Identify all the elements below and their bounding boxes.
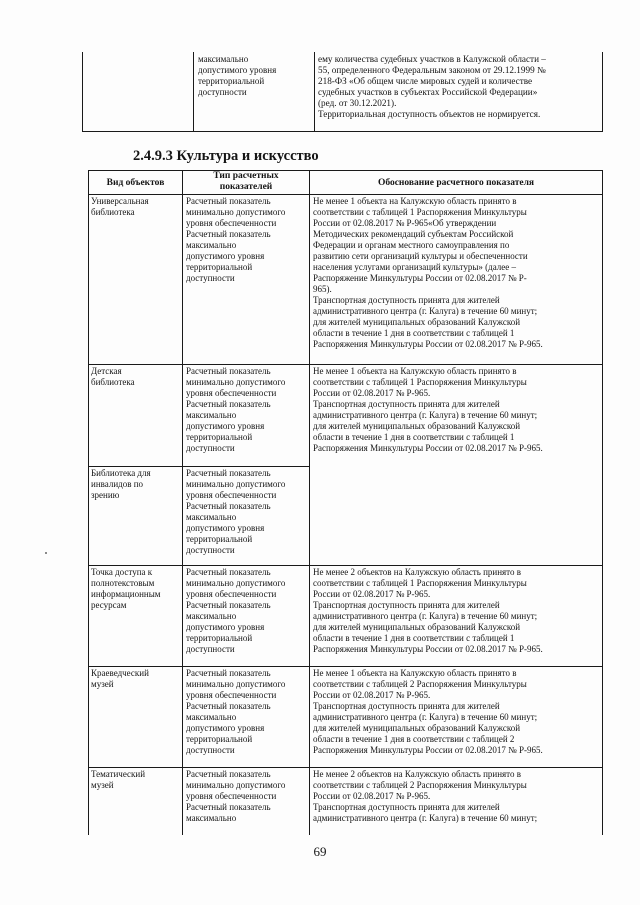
- row-4-basis: Не менее 2 объектов на Калужскую область принято в соответствии с таблицей 1 Распоряжения Минкультуры России от 02.08.2017 № Р-965. Транспортная доступность принята для жителей административного центра (г. Калуга) в течение 60 минут; для жителей муниципальных образований Калужской области в течение 1 дня в соответствии с таблицей 1 Распоряжения Минкультуры России от 02.08.2017 № Р-965.: [313, 567, 543, 654]
- row-2-type: Расчетный показатель минимально допустимого уровня обеспеченности Расчетный показатель максимально допустимого уровня территориальной доступности: [186, 366, 286, 453]
- row-1-type: Расчетный показатель минимально допустимого уровня обеспеченности Расчетный показатель максимально допустимого уровня территориальной доступности: [186, 196, 286, 283]
- page-number: 69: [313, 844, 327, 859]
- row-5-object: Краеведческий музей: [91, 668, 149, 689]
- top-table-border-left: [82, 52, 83, 132]
- row-2-basis: Не менее 1 объекта на Калужскую область принято в соответствии с таблицей 1 Распоряжения Минкультуры России от 02.08.2017 № Р-965. Транспортная доступность принята для жителей административного центра (г. Калуга) в течение 60 минут; для жителей муниципальных образований Калужской области в течение 1 дня в соответствии с таблицей 1 Распоряжения Минкультуры России от 02.08.2017 № Р-965.: [313, 366, 543, 453]
- top-table-basis-cell: ему количества судебных участков в Калужской области – 55, определенного Федеральным законом от 29.12.1999 № 218-ФЗ «Об общем числе мировых судей и количестве судебных участков в субъектах Российской Федерации» (ред. от 30.12.2021). Территориальная доступность объектов не нормируется.: [318, 54, 546, 119]
- table-col-divider-1: [182, 170, 183, 835]
- header-basis: Обоснование расчетного показателя: [377, 178, 535, 188]
- row-divider-1: [88, 364, 603, 365]
- row-1-basis: Не менее 1 объекта на Калужскую область принято в соответствии с таблицей 1 Распоряжения Минкультуры России от 02.08.2017 № Р-965«Об утверждении Методических рекомендаций субъектам Российской Федерации и органам местного самоуправления по развитию сети организаций культуры и обеспеченности населения услугами организаций культуры» (далее – Распоряжение Минкультуры России от 02.08.2017 № Р- 965). Транспортная доступность принята для жителей административного центра (г. Калуга) в течение 60 минут; для жителей муниципальных образований Калужской области в течение 1 дня в соответствии с таблицей 1 Распоряжения Минкультуры России от 02.08.2017 № Р-965.: [313, 196, 543, 349]
- table-border-left: [88, 170, 89, 835]
- row-1-object: Универсальная библиотека: [91, 196, 149, 217]
- table-col-divider-2: [309, 170, 310, 835]
- row-divider-5: [88, 767, 603, 768]
- row-divider-4: [88, 666, 603, 667]
- row-3-object: Библиотека для инвалидов по зрению: [91, 468, 151, 500]
- top-table-divider-2: [314, 52, 315, 132]
- row-5-type: Расчетный показатель минимально допустимого уровня обеспеченности Расчетный показатель максимально допустимого уровня территориальной доступности: [186, 668, 286, 755]
- row-2-object: Детская библиотека: [91, 366, 135, 387]
- row-divider-3: [88, 565, 603, 566]
- row-6-object: Тематический музей: [91, 769, 146, 790]
- top-table-border-right: [602, 52, 603, 132]
- row-4-type: Расчетный показатель минимально допустимого уровня обеспеченности Расчетный показатель максимально допустимого уровня территориальной доступности: [186, 567, 286, 654]
- top-table-border-bottom: [82, 131, 603, 132]
- row-6-type: Расчетный показатель минимально допустимого уровня обеспеченности Расчетный показатель максимально: [186, 769, 286, 823]
- table-border-right: [602, 170, 603, 835]
- scan-speck: [45, 552, 47, 554]
- table-border-top: [88, 170, 603, 171]
- row-divider-2: [88, 466, 309, 467]
- table-header-bottom: [88, 194, 603, 195]
- row-5-basis: Не менее 1 объекта на Калужскую область принято в соответствии с таблицей 2 Распоряжения Минкультуры России от 02.08.2017 № Р-965. Транспортная доступность принята для жителей административного центра (г. Калуга) в течение 60 минут; для жителей муниципальных образований Калужской области в течение 1 дня в соответствии с таблицей 2 Распоряжения Минкультуры России от 02.08.2017 № Р-965.: [313, 668, 543, 755]
- top-table-type-cell: максимально допустимого уровня территориальной доступности: [198, 54, 277, 97]
- top-table-divider-1: [193, 52, 194, 132]
- row-6-basis: Не менее 2 объектов на Калужскую область принято в соответствии с таблицей 2 Распоряжения Минкультуры России от 02.08.2017 № Р-965. Транспортная доступность принята для жителей административного центра (г. Калуга) в течение 60 минут;: [313, 769, 538, 823]
- section-title: 2.4.9.3 Культура и искусство: [133, 148, 319, 164]
- header-object-type: Вид объектов: [106, 178, 165, 188]
- row-3-type: Расчетный показатель минимально допустимого уровня обеспеченности Расчетный показатель максимально допустимого уровня территориальной доступности: [186, 468, 286, 555]
- row-4-object: Точка доступа к полнотекстовым информационным ресурсам: [91, 567, 161, 610]
- header-indicator-type: Тип расчетных показателей: [213, 171, 279, 192]
